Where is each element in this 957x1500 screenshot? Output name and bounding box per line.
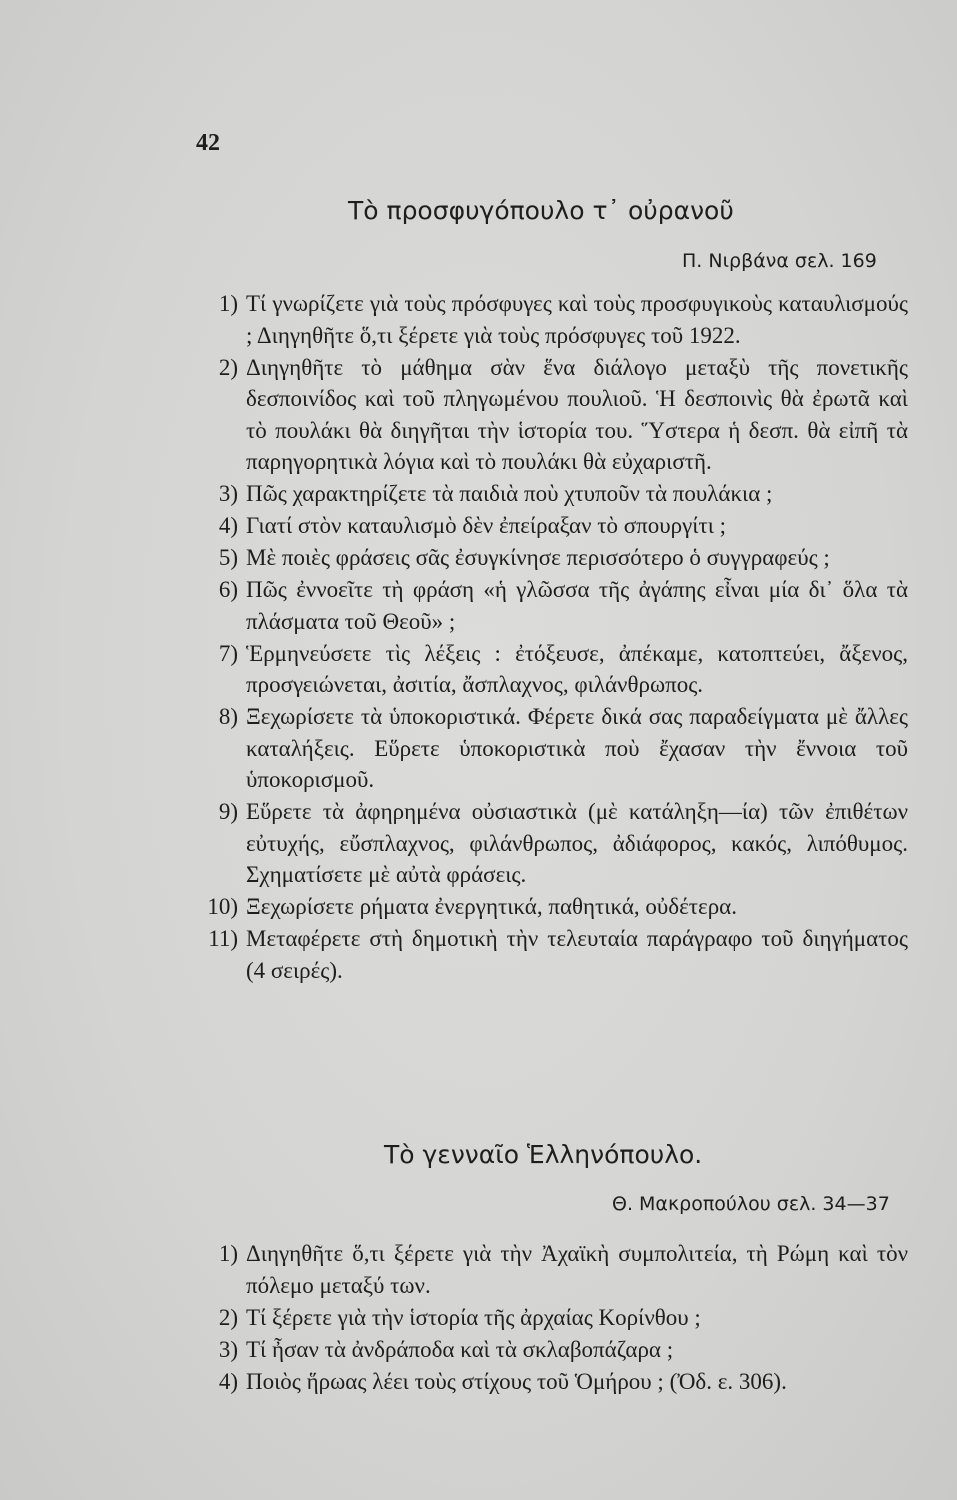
question-number: 11) <box>208 926 238 951</box>
question-item <box>196 478 908 510</box>
question-number: 4) <box>218 1368 238 1394</box>
section-title: Τὸ γενναῖο Ἑλληνόπουλο. <box>384 1140 703 1169</box>
question-text: Ποιὸς ἥρωας λέει τοὺς στίχους τοῦ Ὁμήρου ; (Ὀδ. ε. 306). <box>246 1368 787 1394</box>
question-item <box>196 510 908 542</box>
question-number: 6) <box>218 577 238 602</box>
section-title: Τὸ προσφυγόπουλο τ᾿ οὐρανοῦ <box>348 196 734 225</box>
question-text: Μεταφέρετε στὴ δημοτικὴ τὴν τελευταία παράγραφο τοῦ διηγήματος (4 σειρές). <box>246 926 908 983</box>
question-number: 1) <box>218 291 238 316</box>
question-item <box>196 891 908 923</box>
section-source: Θ. Μακροπούλου σελ. 34—37 <box>612 1193 890 1215</box>
question-text: Πῶς ἐννοεῖτε τὴ φράση «ἡ γλῶσσα τῆς ἀγάπης εἶναι μία δι᾿ ὅλα τὰ πλάσματα τοῦ Θεοῦ» ; <box>246 577 908 634</box>
question-number: 2) <box>218 354 238 380</box>
question-number: 1) <box>218 1241 238 1266</box>
question-item <box>196 638 908 701</box>
question-item <box>196 1238 908 1301</box>
page-number: 42 <box>196 130 220 156</box>
question-number: 4) <box>218 513 238 538</box>
question-number: 3) <box>218 1336 238 1362</box>
question-item <box>196 923 908 986</box>
question-number: 5) <box>218 545 238 570</box>
question-item <box>196 288 908 351</box>
question-item <box>196 701 908 796</box>
question-number: 2) <box>218 1304 238 1330</box>
question-item <box>196 574 908 637</box>
question-text: Διηγηθῆτε ὅ,τι ξέρετε γιὰ τὴν Ἀχαϊκὴ συμπολιτεία, τὴ Ρώμη καὶ τὸν πόλεμο μεταξύ των. <box>246 1241 908 1298</box>
question-list <box>196 1238 908 1398</box>
question-number: 10) <box>207 894 238 919</box>
question-text: Διηγηθῆτε τὸ μάθημα σὰν ἕνα διάλογο μεταξὺ τῆς πονετικῆς δεσποινίδος καὶ τοῦ πληγωμένου πουλιοῦ. Ἡ δεσποινὶς θὰ ἐρωτᾶ καὶ τὸ πουλάκι θὰ διηγῆται τὴν ἱστορία του. Ὕστερα ἡ δεσπ. θὰ εἰπῆ τὰ παρηγορητικὰ λόγια καὶ τὸ πουλάκι θὰ εὐχαριστῆ. <box>246 354 908 474</box>
question-text: Μὲ ποιὲς φράσεις σᾶς ἐσυγκίνησε περισσότερο ὁ συγγραφεύς ; <box>246 545 830 570</box>
question-text: Τί ἦσαν τὰ ἀνδράποδα καὶ τὰ σκλαβοπάζαρα ; <box>246 1336 674 1362</box>
question-item <box>196 352 908 478</box>
question-text: Ξεχωρίσετε ρήματα ἐνεργητικά, παθητικά, οὐδέτερα. <box>246 894 737 919</box>
question-number: 7) <box>218 640 238 666</box>
question-item <box>196 1366 908 1398</box>
question-number: 8) <box>218 704 238 729</box>
question-item <box>196 542 908 574</box>
question-number: 3) <box>218 481 238 506</box>
question-number: 9) <box>218 799 238 824</box>
question-text: Εὕρετε τὰ ἀφηρημένα οὐσιαστικὰ (μὲ κατάληξη—ία) τῶν ἐπιθέτων εὐτυχής, εὔσπλαχνος, φιλάνθρωπος, ἀδιάφορος, κακός, λιπόθυμος. Σχηματίσετε μὲ αὐτὰ φράσεις. <box>246 799 908 887</box>
question-item <box>196 1334 908 1366</box>
section-source: Π. Νιρβάνα σελ. 169 <box>682 250 877 272</box>
question-item <box>196 796 908 891</box>
question-list <box>196 288 908 987</box>
question-text: Τί γνωρίζετε γιὰ τοὺς πρόσφυγες καὶ τοὺς προσφυγικοὺς καταυλισμούς ; Διηγηθῆτε ὅ,τι ξέρετε γιὰ τοὺς πρόσφυγες τοῦ 1922. <box>246 291 908 348</box>
question-item <box>196 1302 908 1334</box>
question-text: Πῶς χαρακτηρίζετε τὰ παιδιὰ ποὺ χτυποῦν τὰ πουλάκια ; <box>246 481 773 506</box>
question-text: Ξεχωρίσετε τὰ ὑποκοριστικά. Φέρετε δικά σας παραδείγματα μὲ ἄλλες καταλήξεις. Εὕρετε ὑποκοριστικὰ ποὺ ἔχασαν τὴν ἔννοια τοῦ ὑποκορισμοῦ. <box>246 704 908 792</box>
question-text: Τί ξέρετε γιὰ τὴν ἱστορία τῆς ἀρχαίας Κορίνθου ; <box>246 1304 701 1330</box>
question-text: Γιατί στὸν καταυλισμὸ δὲν ἐπείραξαν τὸ σπουργίτι ; <box>246 513 727 538</box>
question-text: Ἑρμηνεύσετε τὶς λέξεις : ἐτόξευσε, ἀπέκαμε, κατοπτεύει, ἄξενος, προσγειώνεται, ἀσιτία, ἄσπλαχνος, φιλάνθρωπος. <box>246 640 908 697</box>
